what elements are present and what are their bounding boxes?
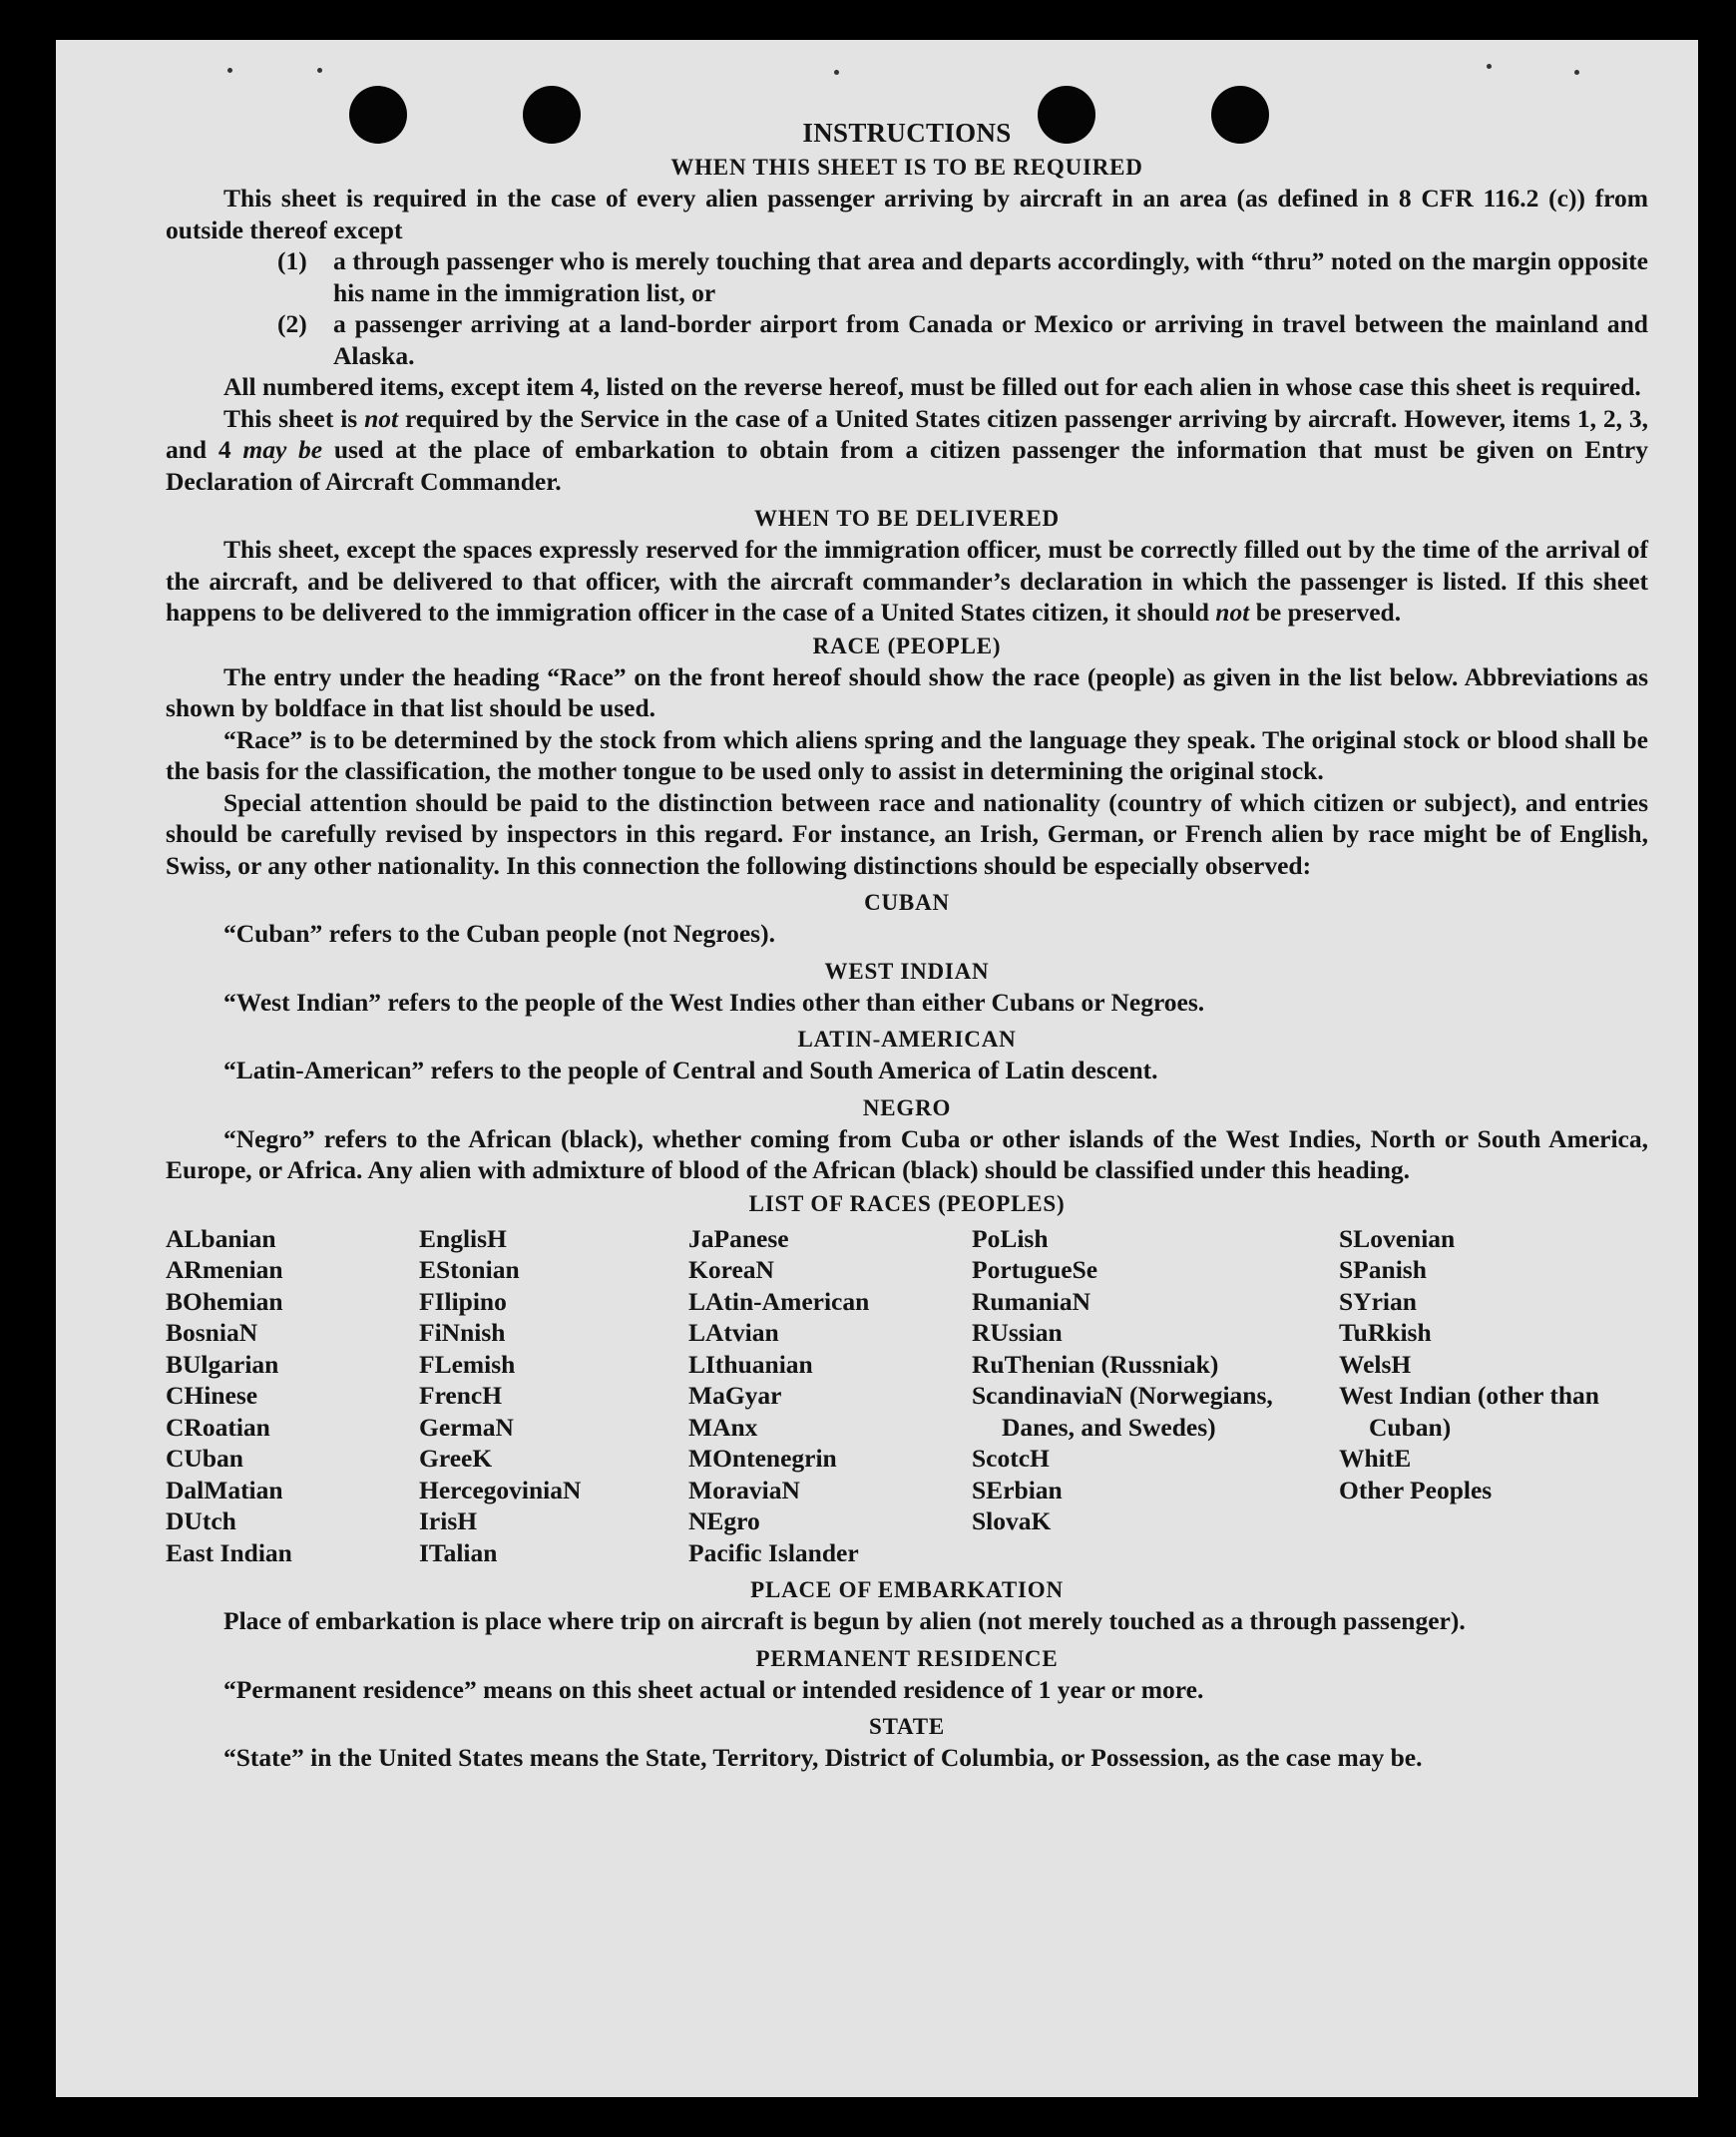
section-heading-cuban: CUBAN bbox=[864, 890, 950, 915]
race-entry: BUlgarian bbox=[166, 1349, 279, 1379]
section-heading-race: RACE (PEOPLE) bbox=[812, 633, 1002, 658]
race-entry: ScotcH bbox=[972, 1444, 1050, 1473]
speck bbox=[317, 68, 322, 73]
race-entry: IrisH bbox=[419, 1506, 478, 1535]
race-entry: SYrian bbox=[1339, 1286, 1417, 1316]
race-para-2: “Race” is to be determined by the stock from which aliens spring and the language they speak. The original stock or blood shall be the basis for the classification, the mother tongue to be used only to assist in determining the original stock. bbox=[166, 724, 1648, 785]
race-entry: TuRkish bbox=[1339, 1318, 1432, 1347]
state-text: “State” in the United States means the State, Territory, District of Columbia, or Possession, as the case may be. bbox=[223, 1743, 1423, 1772]
race-entry: SlovaK bbox=[972, 1506, 1052, 1535]
embarkation-text: Place of embarkation is place where trip on aircraft is begun by alien (not merely touched as a through passenger). bbox=[223, 1606, 1466, 1635]
race-entry: PortugueSe bbox=[972, 1255, 1098, 1284]
race-entry: ScandinaviaN (Norwegians, Danes, and Swedes) bbox=[972, 1381, 1273, 1442]
section-heading-required: WHEN THIS SHEET IS TO BE REQUIRED bbox=[670, 155, 1143, 180]
race-entry: PoLish bbox=[972, 1223, 1049, 1253]
race-entry: HercegoviniaN bbox=[419, 1475, 582, 1504]
exception-item bbox=[277, 245, 1648, 308]
race-entry: GermaN bbox=[419, 1412, 514, 1442]
section-heading-state: STATE bbox=[868, 1714, 945, 1739]
race-entry: ITalian bbox=[419, 1537, 498, 1567]
race-para-1: The entry under the heading “Race” on the front hereof should show the race (people) as given in the list below. Abbreviations as shown by boldface in that list should be used. bbox=[166, 661, 1648, 722]
race-entry: BosniaN bbox=[166, 1318, 258, 1347]
required-para-2: All numbered items, except item 4, listed on the reverse hereof, must be filled out for each alien in whose case this sheet is required. bbox=[223, 372, 1641, 401]
page-title: INSTRUCTIONS bbox=[802, 118, 1012, 148]
race-entry: RuThenian (Russniak) bbox=[972, 1349, 1219, 1379]
races-column bbox=[166, 1223, 419, 1569]
races-column bbox=[688, 1223, 972, 1569]
race-entry: KoreaN bbox=[688, 1255, 774, 1284]
latin-american-text: “Latin-American” refers to the people of Central and South America of Latin descent. bbox=[223, 1056, 1158, 1084]
instructions-content bbox=[166, 116, 1648, 1774]
race-entry: FIlipino bbox=[419, 1286, 507, 1316]
speck bbox=[834, 70, 839, 75]
exception-item bbox=[277, 308, 1648, 371]
race-entry: SErbian bbox=[972, 1475, 1063, 1504]
race-entry: MAnx bbox=[688, 1412, 758, 1442]
residence-text: “Permanent residence” means on this sheet actual or intended residence of 1 year or more. bbox=[223, 1674, 1204, 1704]
race-entry: CUban bbox=[166, 1444, 243, 1473]
race-entry: Pacific Islander bbox=[688, 1537, 859, 1567]
race-entry: West Indian (other than Cuban) bbox=[1339, 1381, 1599, 1442]
section-heading-negro: NEGRO bbox=[862, 1094, 952, 1120]
race-entry: DUtch bbox=[166, 1506, 236, 1535]
race-entry: East Indian bbox=[166, 1537, 292, 1567]
race-entry: SPanish bbox=[1339, 1255, 1427, 1284]
race-entry: FLemish bbox=[419, 1349, 516, 1379]
negro-text: “Negro” refers to the African (black), whether coming from Cuba or other islands of the West Indies, North or South America, Europe, or Africa. Any alien with admixture of blood of the African (black) should be classified under this heading. bbox=[166, 1123, 1648, 1184]
race-entry: MaGyar bbox=[688, 1381, 782, 1410]
section-heading-west-indian: WEST INDIAN bbox=[824, 958, 990, 984]
races-list bbox=[166, 1223, 1648, 1569]
races-column bbox=[1339, 1223, 1608, 1569]
race-entry: WelsH bbox=[1339, 1349, 1412, 1379]
item-text: a passenger arriving at a land-border airport from Canada or Mexico or arriving in travel between the mainland and Alaska. bbox=[333, 309, 1648, 370]
race-entry: MoraviaN bbox=[688, 1475, 800, 1504]
race-entry: FiNnish bbox=[419, 1318, 506, 1347]
race-entry: JaPanese bbox=[688, 1223, 789, 1253]
race-entry: NEgro bbox=[688, 1506, 760, 1535]
document-page bbox=[56, 40, 1698, 2097]
section-heading-residence: PERMANENT RESIDENCE bbox=[755, 1645, 1059, 1671]
race-entry: CRoatian bbox=[166, 1412, 270, 1442]
race-entry: DalMatian bbox=[166, 1475, 283, 1504]
race-entry: CHinese bbox=[166, 1381, 258, 1410]
race-entry: FrencH bbox=[419, 1381, 503, 1410]
race-entry: Other Peoples bbox=[1339, 1475, 1493, 1504]
race-entry: LIthuanian bbox=[688, 1349, 813, 1379]
race-entry: BOhemian bbox=[166, 1286, 283, 1316]
race-entry: WhitE bbox=[1339, 1444, 1412, 1473]
race-entry: RUssian bbox=[972, 1318, 1063, 1347]
item-number: (1) bbox=[277, 246, 307, 275]
race-entry: MOntenegrin bbox=[688, 1444, 837, 1473]
race-entry: GreeK bbox=[419, 1444, 493, 1473]
race-entry: LAtin-American bbox=[688, 1286, 870, 1316]
item-number: (2) bbox=[277, 309, 307, 338]
race-para-3: Special attention should be paid to the distinction between race and nationality (country of which citizen or subject), and entries should be carefully revised by inspectors in this regard. For instance, an Irish, German, or French alien by race might be of English, Swiss, or any other nationality. In this connection the following distinctions should be especially observed: bbox=[166, 787, 1648, 880]
race-entry: ARmenian bbox=[166, 1255, 283, 1284]
section-heading-races-list: LIST OF RACES (PEOPLES) bbox=[748, 1190, 1066, 1216]
race-entry: LAtvian bbox=[688, 1318, 779, 1347]
race-entry: EnglisH bbox=[419, 1223, 507, 1253]
race-entry: EStonian bbox=[419, 1255, 520, 1284]
race-entry: ALbanian bbox=[166, 1223, 276, 1253]
speck bbox=[227, 68, 232, 73]
race-entry: SLovenian bbox=[1339, 1223, 1456, 1253]
required-para-3: This sheet is not required by the Service in the case of a United States citizen passenger arriving by aircraft. However, items 1, 2, 3, and 4 may be used at the place of embarkation to obtain from a citizen passenger the information that must be given on Entry Declaration of Aircraft Commander. bbox=[166, 403, 1648, 496]
speck bbox=[1487, 64, 1492, 69]
required-intro: This sheet is required in the case of every alien passenger arriving by aircraft in an area (as defined in 8 CFR 116.2 (c)) from outside thereof except bbox=[166, 184, 1648, 244]
section-heading-delivered: WHEN TO BE DELIVERED bbox=[754, 506, 1060, 531]
speck bbox=[1574, 70, 1579, 75]
section-heading-embarkation: PLACE OF EMBARKATION bbox=[750, 1577, 1064, 1602]
races-column bbox=[419, 1223, 688, 1569]
race-entry: RumaniaN bbox=[972, 1286, 1091, 1316]
west-indian-text: “West Indian” refers to the people of the West Indies other than either Cubans or Negroes. bbox=[223, 987, 1205, 1017]
item-text: a through passenger who is merely touching that area and departs accordingly, with “thru” noted on the margin opposite his name in the immigration list, or bbox=[333, 246, 1648, 307]
races-column bbox=[972, 1223, 1339, 1569]
delivered-text: This sheet, except the spaces expressly reserved for the immigration officer, must be correctly filled out by the time of the arrival of the aircraft, and be delivered to that officer, with the aircraft commander’s declaration in which the passenger is listed. If this sheet happens to be delivered to the immigration officer in the case of a United States citizen, it should not be preserved. bbox=[166, 535, 1648, 627]
section-heading-latin-american: LATIN-AMERICAN bbox=[797, 1027, 1017, 1052]
cuban-text: “Cuban” refers to the Cuban people (not Negroes). bbox=[223, 919, 775, 948]
